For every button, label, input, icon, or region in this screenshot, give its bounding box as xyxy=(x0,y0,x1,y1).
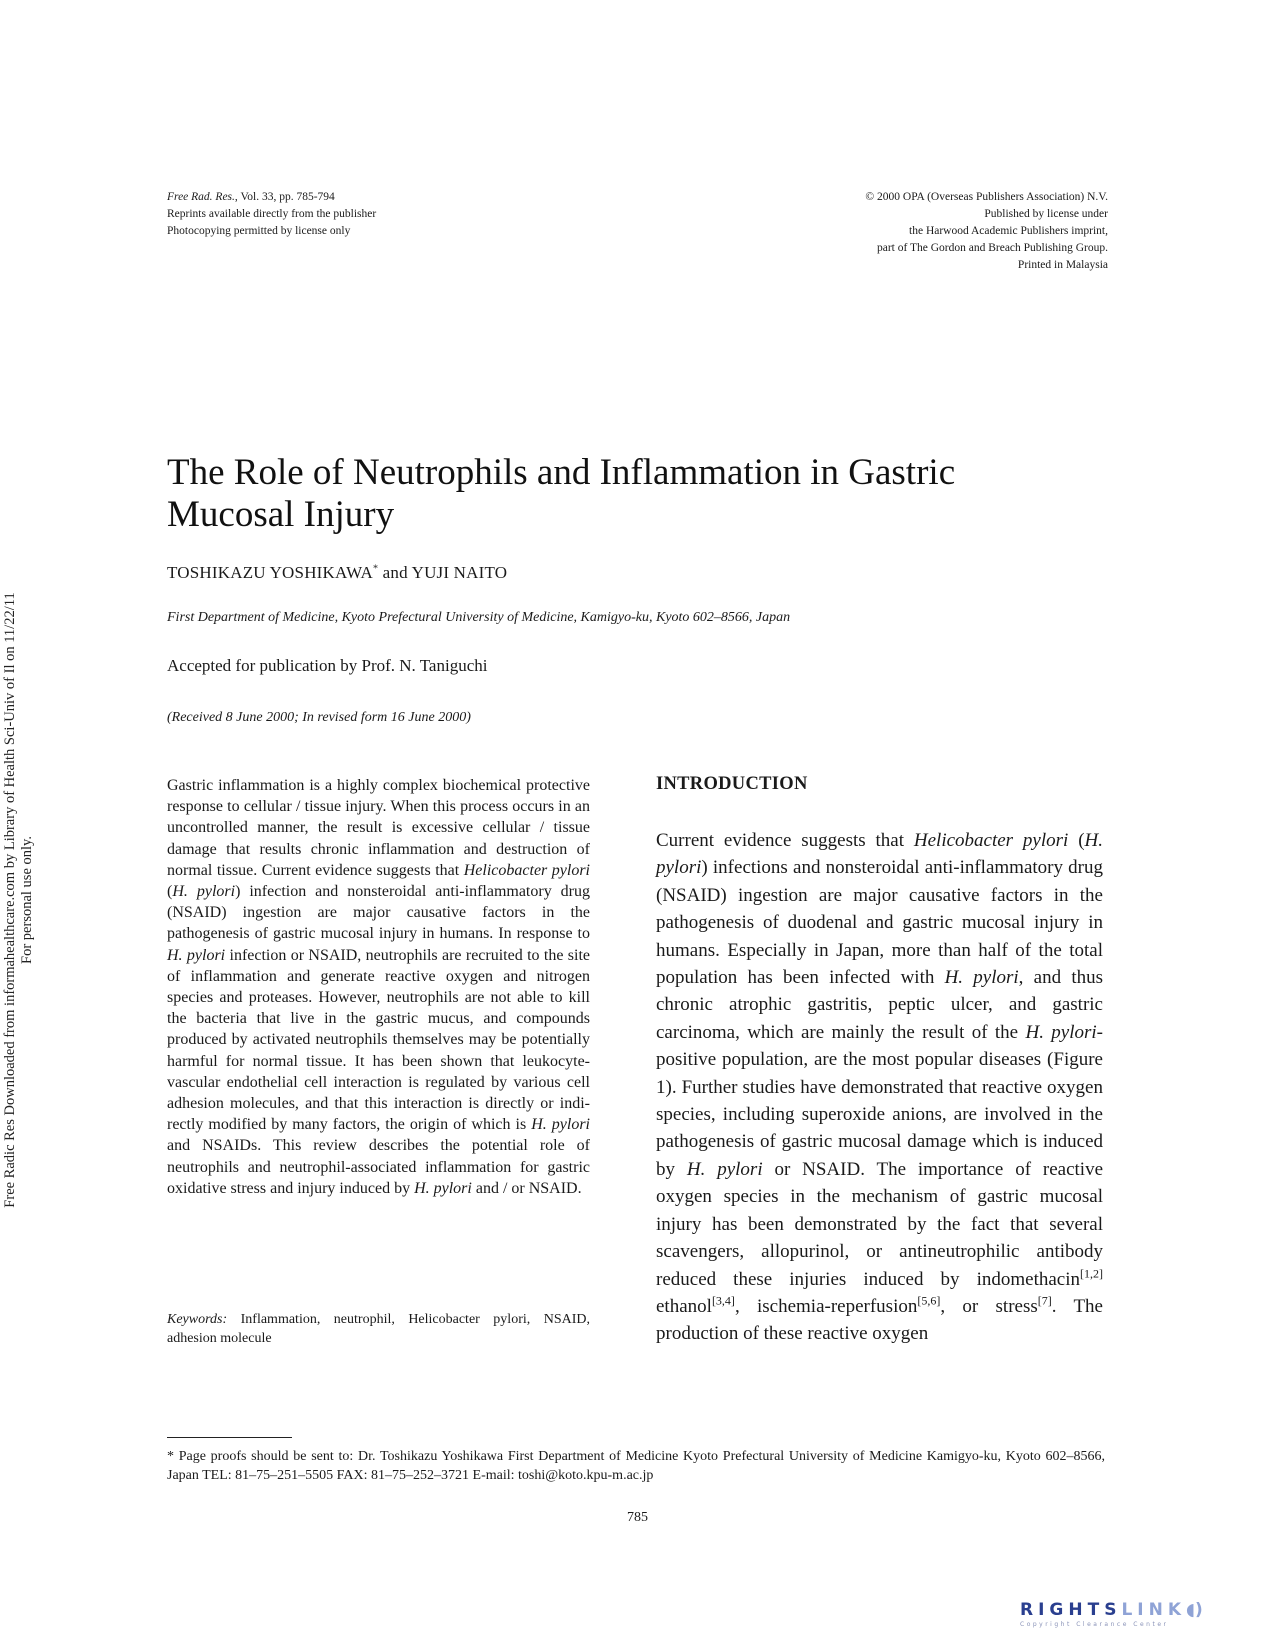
intro-text: Current evidence suggests that xyxy=(656,830,914,851)
publisher-header xyxy=(865,189,1108,274)
intro-text: or NSAID. The importance of reactive oxygen species in the mechanism of gastric mucosal injury has been demonstrated by the fact that several scavengers, allopurinol, or antineutrophilic antibody reduced these injuries induced by indomethacin xyxy=(656,1158,1103,1290)
rightslink-arrow-icon: ◖) xyxy=(1186,1600,1203,1620)
download-watermark xyxy=(2,460,35,1340)
title-line-1: The Role of Neutrophils and Inflammation in Gastric xyxy=(167,452,956,493)
author-join: and xyxy=(378,563,412,582)
author-list xyxy=(167,563,507,583)
intro-italic: H. pylori xyxy=(944,967,1019,989)
affiliation: First Department of Medicine, Kyoto Prefectural University of Medicine, Kamigyo-ku, Kyoto 602–8566, Japan xyxy=(167,610,791,625)
accepted-by: Accepted for publication by Prof. N. Taniguchi xyxy=(167,656,488,675)
citation-ref[interactable]: [5,6] xyxy=(917,1293,941,1308)
abstract-italic: H. pylori xyxy=(531,1116,590,1134)
rightslink-dark: RIGHTS xyxy=(1020,1600,1122,1620)
citation-ref[interactable]: [7] xyxy=(1037,1293,1052,1308)
section-heading-introduction: INTRODUCTION xyxy=(656,774,808,794)
printed-line: Printed in Malaysia xyxy=(1017,259,1108,271)
intro-text: , or stress xyxy=(940,1295,1038,1317)
keywords-label: Keywords: xyxy=(167,1312,228,1327)
intro-text: . The production of these reactive oxygen xyxy=(656,1295,1103,1345)
group-line: part of The Gordon and Breach Publishing Group. xyxy=(876,242,1108,254)
abstract-text: ) infection and nonsteroidal anti-inflammatory drug (NSAID) ingestion are major causative factors in the pathogenesis of gastric mucosal injury in humans. In response to xyxy=(167,883,590,943)
keywords xyxy=(167,1310,590,1348)
photocopy-note: Photocopying permitted by license only xyxy=(167,225,351,237)
keywords-text: Inflammation, neutrophil, Helicobacter pylori, NSAID, adhesion molecule xyxy=(167,1312,590,1346)
rightslink-light: LINK xyxy=(1121,1600,1186,1620)
intro-text: -positive population, are the most popular diseases (Figure 1). Further studies have demonstrated that reactive oxygen species, including superoxide anions, are involved in the pathogenesis of gastric mucosal damage which is induced by xyxy=(656,1021,1103,1180)
footnote-divider xyxy=(167,1437,292,1438)
author-2: YUJI NAITO xyxy=(411,563,508,582)
intro-text: ethanol xyxy=(656,1295,712,1317)
abstract-italic: H. pylori xyxy=(167,946,226,964)
license-line: Published by license under xyxy=(984,208,1108,220)
introduction-body xyxy=(656,827,1103,1348)
abstract-text: Gastric inflammation is a highly complex biochemical protective response to cellular / tissue injury. When this process occurs in an uncontrolled manner, the result is excessive cellular / tissue damage that results chronic inflammation and destruction of normal tissue. Current evidence suggests that xyxy=(167,777,590,879)
citation-ref[interactable]: [1,2] xyxy=(1080,1266,1103,1281)
abstract-italic: H. pylori xyxy=(414,1179,472,1197)
footnote-correspondence: * Page proofs should be sent to: Dr. Toshikazu Yoshikawa First Department of Medicine Kyoto Prefectural University of Medicine Kamigyo-ku, Kyoto 602–8566, Japan TEL: 81–75–251–5505 FAX: 81–75–252–3721 E-mail: toshi@koto.kpu-m.ac.jp xyxy=(167,1449,1105,1483)
page-number: 785 xyxy=(627,1510,648,1525)
reprints-note: Reprints available directly from the publisher xyxy=(167,208,377,220)
abstract-text: infection or NSAID, neutrophils are recruited to the site of inflammation and generate reactive oxygen and nitrogen species and proteases. However, neutrophils are not able to kill the bacteria that live in the gastric mucus, and compounds produced by activated neutrophils themselves may be potentially harmful for normal tissue. It has been shown that leukocyte-vascular endothelial cell interaction is regulated by various cell adhesion molecules, and that this interaction is directly or indirectly modified by many factors, the origin of which is xyxy=(167,946,591,1134)
intro-italic: H. pylori xyxy=(686,1158,763,1180)
watermark-line-2: For personal use only. xyxy=(19,836,35,964)
intro-italic: Helicobacter pylori xyxy=(913,830,1069,851)
copyright-line: © 2000 OPA (Overseas Publishers Association) N.V. xyxy=(865,191,1108,203)
rightslink-logo[interactable] xyxy=(1020,1600,1260,1640)
abstract-italic: H. pylori xyxy=(172,883,236,901)
abstract-text: and / or NSAID. xyxy=(471,1179,582,1197)
intro-text: ) infections and nonsteroidal anti-inflammatory drug (NSAID) ingestion are major causative factors in the pathogenesis of duodenal and gastric mucosal injury in humans. Especially in Japan, more than half of the total population has been infected with xyxy=(656,857,1103,989)
abstract xyxy=(167,775,590,1199)
citation-ref[interactable]: [3,4] xyxy=(711,1293,735,1308)
journal-citation-header xyxy=(167,189,376,240)
abstract-italic: Helicobacter pylori xyxy=(463,861,590,879)
intro-italic: H. pylori xyxy=(1025,1021,1097,1043)
author-1: TOSHIKAZU YOSHIKAWA xyxy=(167,563,373,582)
journal-volume: , Vol. 33, pp. 785-794 xyxy=(234,191,335,203)
corresponding-mark: * xyxy=(372,563,379,575)
abstract-text: and NSAIDs. This review describes the potential role of neutrophils and neutrophil-associated inflammation for gastric oxidative stress and injury induced by xyxy=(167,1137,590,1197)
abstract-text: ( xyxy=(167,883,173,901)
intro-italic: H. pylori xyxy=(656,830,1104,879)
intro-text: ( xyxy=(1068,830,1085,851)
article-title xyxy=(167,452,1067,536)
received-dates: (Received 8 June 2000; In revised form 16 June 2000) xyxy=(167,710,471,725)
title-line-2: Mucosal Injury xyxy=(167,494,395,535)
intro-text: , ischemia-reperfusion xyxy=(734,1295,918,1317)
intro-text: , and thus chronic atrophic gastritis, peptic ulcer, and gastric carcinoma, which are mainly the result of the xyxy=(656,967,1103,1043)
imprint-line: the Harwood Academic Publishers imprint, xyxy=(909,225,1108,237)
journal-name: Free Rad. Res. xyxy=(167,191,235,203)
rightslink-subtitle: Copyright Clearance Center xyxy=(1020,1621,1169,1628)
watermark-line-1: Free Radic Res Downloaded from informahealthcare.com by Library of Health Sci-Univ of Il on 11/22/11 xyxy=(2,592,18,1208)
